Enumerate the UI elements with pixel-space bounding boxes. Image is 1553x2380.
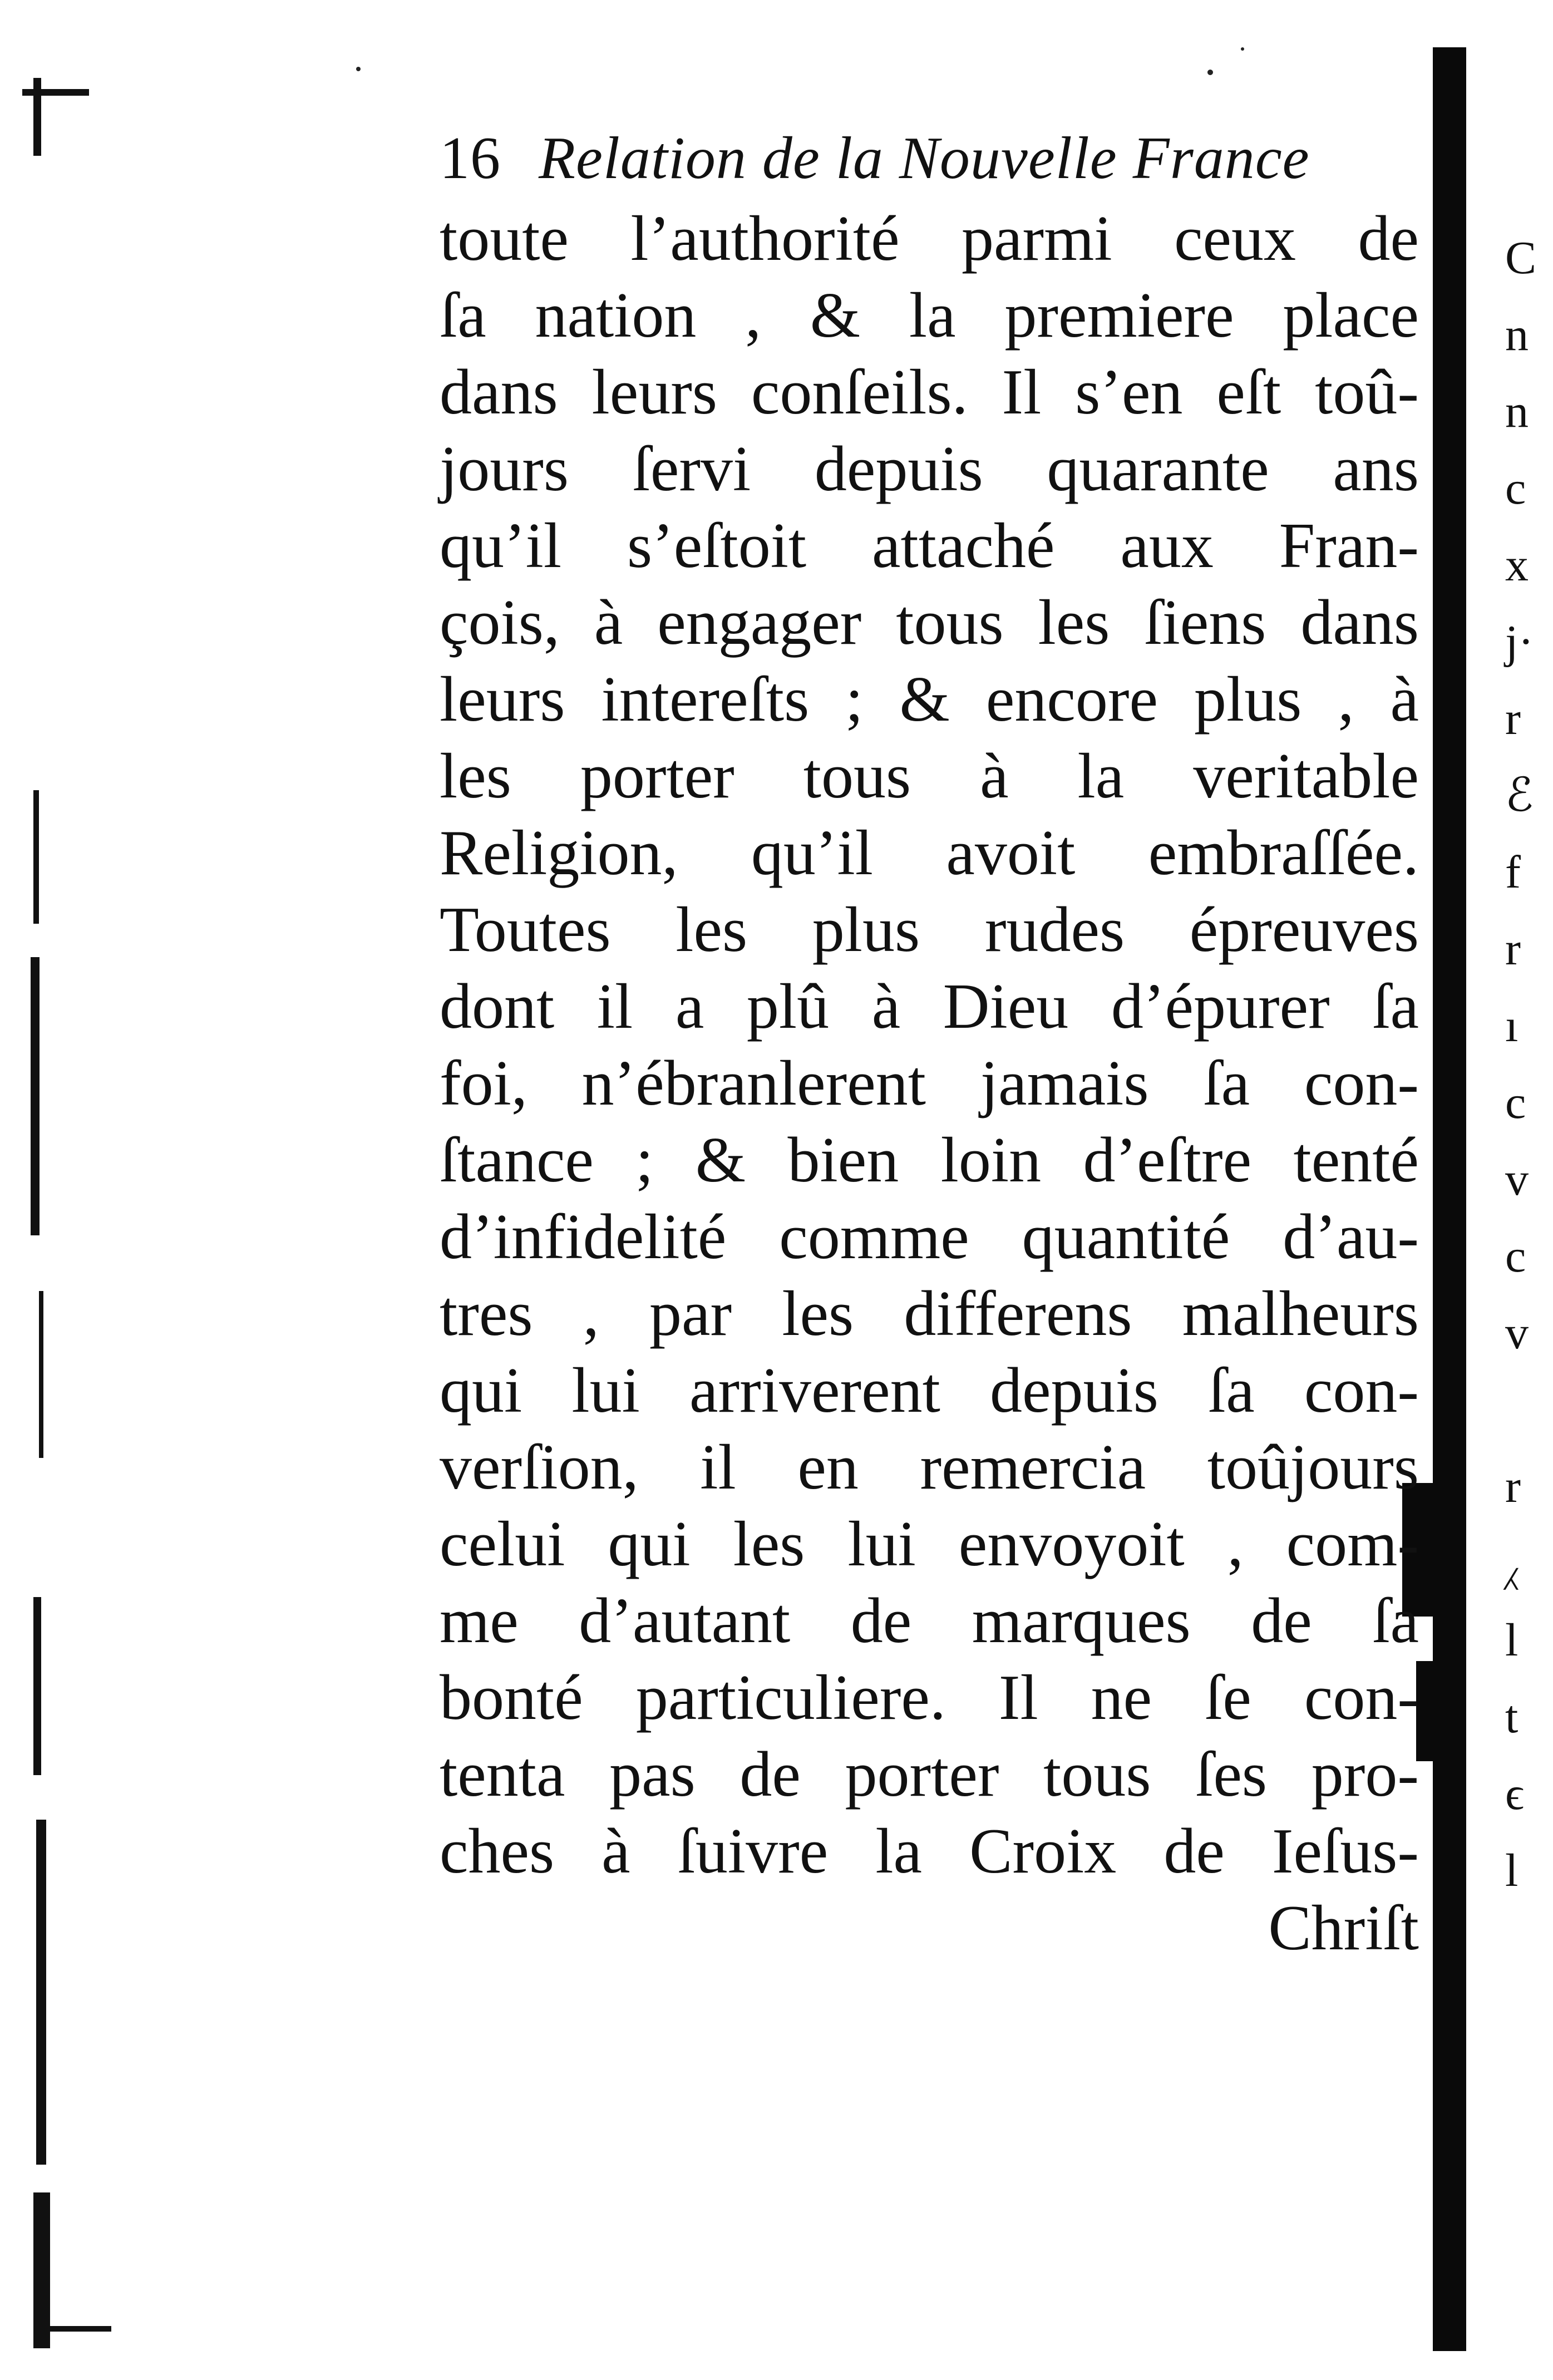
text-line: çois, à engager tous les ſiens dans (440, 587, 1419, 658)
facing-letter: ℰ (1505, 770, 1534, 821)
text-line: jours ſervi depuis quarante ans (440, 433, 1419, 505)
running-title: Relation de la Nouvelle France (539, 125, 1310, 191)
facing-letter: c (1505, 462, 1526, 514)
facing-letter: v (1505, 1307, 1529, 1359)
text-line: les porter tous à la veritable (440, 741, 1419, 812)
text-line: dans leurs conſeils. Il s’en eſt toû- (440, 357, 1419, 428)
text-line: verſion, il en remercia toûjours (440, 1432, 1419, 1503)
facing-letter: ϵ (1505, 1768, 1525, 1820)
binding-edge (0, 67, 111, 2348)
running-head (440, 117, 1419, 200)
facing-letter: n (1505, 386, 1529, 437)
facing-letter: x (1505, 539, 1529, 591)
text-line: dont il a plû à Dieu d’épurer ſa (440, 971, 1419, 1042)
text-line: d’infidelité comme quantité d’au- (440, 1201, 1419, 1273)
facing-letter: f (1505, 846, 1521, 898)
page-content (440, 117, 1419, 1967)
text-line: ſa nation , & la premiere place (440, 280, 1419, 351)
text-line: tres , par les differens malheurs (440, 1278, 1419, 1349)
text-line: ches à ſuivre la Croix de Ieſus- (440, 1816, 1419, 1887)
text-line: me d’autant de marques de ſa (440, 1585, 1419, 1657)
dust-speck (1207, 70, 1213, 75)
facing-letter: l (1505, 1614, 1519, 1666)
text-line: Religion, qu’il avoit embraſſée. (440, 817, 1419, 889)
facing-letter: t (1505, 1691, 1519, 1743)
text-line: toute l’authorité parmi ceux de (440, 203, 1419, 274)
facing-letter: j· (1505, 616, 1534, 668)
text-line: qu’il s’eſtoit attaché aux Fran- (440, 510, 1419, 582)
dust-speck (1241, 47, 1244, 51)
facing-page-fragment (1505, 220, 1553, 1909)
body-text (440, 200, 1419, 1967)
catchword: Chriſt (1268, 1893, 1419, 1964)
facing-letter: n (1505, 309, 1529, 361)
facing-letter: r (1505, 693, 1521, 745)
facing-letter: c (1505, 1077, 1526, 1129)
facing-letter: ı (1505, 1000, 1519, 1052)
facing-letter: C (1505, 232, 1537, 284)
text-line: leurs intereſts ; & encore plus , à (440, 664, 1419, 735)
dust-speck (356, 67, 361, 71)
facing-letter: r (1505, 1461, 1521, 1512)
text-line: bonté particuliere. Il ne ſe con- (440, 1662, 1419, 1733)
facing-letter: v (1505, 1154, 1529, 1205)
facing-letter: l (1505, 1845, 1519, 1896)
facing-letter: c (1505, 1230, 1526, 1282)
text-line: foi, n’ébranlerent jamais ſa con- (440, 1048, 1419, 1119)
text-line: ſtance ; & bien loin d’eſtre tenté (440, 1125, 1419, 1196)
facing-letter: r (1505, 923, 1521, 975)
text-line: tenta pas de porter tous ſes pro- (440, 1739, 1419, 1810)
gutter-shadow (1433, 47, 1466, 2351)
facing-letter (1505, 1372, 1553, 1448)
text-line: Toutes les plus rudes épreuves (440, 894, 1419, 965)
page-number: 16 (440, 125, 501, 191)
text-line: qui lui arriverent depuis ſa con- (440, 1355, 1419, 1426)
facing-letter: ⁁ (1505, 1538, 1517, 1589)
text-line: celui qui les lui envoyoit , com- (440, 1509, 1419, 1580)
